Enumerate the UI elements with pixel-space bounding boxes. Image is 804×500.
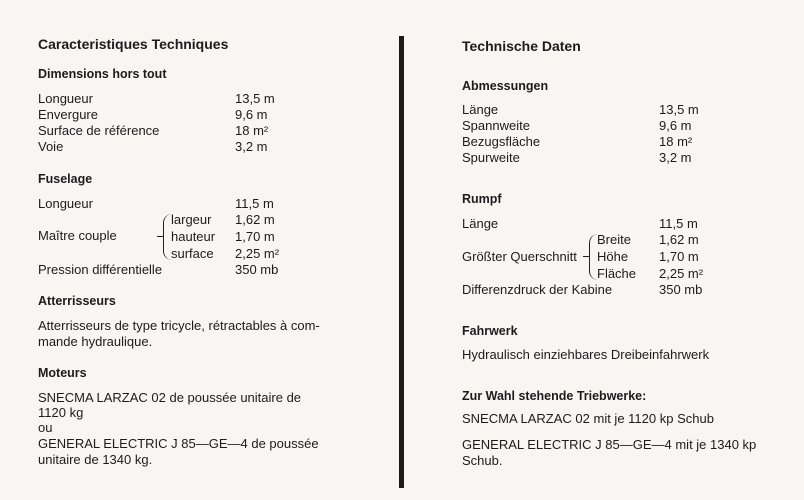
fr-dims-heading: Dimensions hors tout <box>38 67 167 81</box>
de-couple-value-surface: 2,25 m² <box>659 266 704 281</box>
fr-title: Caracteristiques Techniques <box>38 36 229 52</box>
fr-dims-value-area: 18 m² <box>235 123 269 138</box>
fr-couple-value-width: 1,62 m <box>235 212 275 227</box>
fr-gear-line1: Atterrisseurs de type tricycle, rétractables à com- <box>38 318 320 333</box>
de-dims-value-area: 18 m² <box>659 134 693 149</box>
fr-gear-heading: Atterrisseurs <box>38 294 116 308</box>
de-dims-label-span: Spannweite <box>462 118 530 133</box>
de-dims-label-track: Spurweite <box>462 150 520 165</box>
column-divider <box>399 36 404 488</box>
de-couple-label: Größter Querschnitt <box>462 249 577 264</box>
fr-dims-value-length: 13,5 m <box>235 91 275 106</box>
de-dims-value-track: 3,2 m <box>659 150 692 165</box>
de-engines-heading: Zur Wahl stehende Triebwerke: <box>462 389 647 403</box>
fr-dims-label-area: Surface de référence <box>38 123 160 138</box>
fr-fuselage-heading: Fuselage <box>38 172 93 186</box>
de-fuselage-heading: Rumpf <box>462 192 502 206</box>
fr-dims-label-track: Voie <box>38 139 64 154</box>
de-couple-label-width: Breite <box>597 232 631 247</box>
fr-couple-label-surface: surface <box>171 246 214 261</box>
de-dims-heading: Abmessungen <box>462 79 549 93</box>
de-dims-value-span: 9,6 m <box>659 118 692 133</box>
de-couple-label-surface: Fläche <box>597 266 637 281</box>
fr-engines-line1: SNECMA LARZAC 02 de poussée unitaire de <box>38 390 302 405</box>
fr-dims-value-track: 3,2 m <box>235 139 268 154</box>
fr-dims-label-span: Envergure <box>38 107 98 122</box>
de-couple-value-height: 1,70 m <box>659 249 699 264</box>
fr-pressure-label: Pression différentielle <box>38 262 163 277</box>
de-fuselage-length-label: Länge <box>462 216 499 231</box>
fr-gear-line2: mande hydraulique. <box>38 334 153 349</box>
de-dims-value-length: 13,5 m <box>659 102 699 117</box>
de-gear-heading: Fahrwerk <box>462 324 518 338</box>
de-pressure-value: 350 mb <box>659 282 703 297</box>
fr-pressure-value: 350 mb <box>235 262 279 277</box>
fr-dims-label-length: Longueur <box>38 91 93 106</box>
fr-engines-line2: 1120 kg <box>38 405 84 420</box>
de-engines-line1: SNECMA LARZAC 02 mit je 1120 kp Schub <box>462 411 714 426</box>
de-couple-label-height: Höhe <box>597 249 629 264</box>
fr-engines-heading: Moteurs <box>38 366 87 380</box>
de-dims-label-length: Länge <box>462 102 499 117</box>
fr-engines-line4: GENERAL ELECTRIC J 85—GE—4 de poussée <box>38 436 319 451</box>
de-title: Technische Daten <box>462 38 581 54</box>
de-pressure-label: Differenzdruck der Kabine <box>462 282 613 297</box>
de-couple-value-width: 1,62 m <box>659 232 699 247</box>
de-fuselage-length-value: 11,5 m <box>659 216 698 231</box>
fr-engines-line5: unitaire de 1340 kg. <box>38 452 153 467</box>
fr-couple-value-surface: 2,25 m² <box>235 246 280 261</box>
fr-couple-label-width: largeur <box>171 212 212 227</box>
fr-engines-line3: ou <box>38 420 53 435</box>
fr-dims-value-span: 9,6 m <box>235 107 268 122</box>
fr-couple-label-height: hauteur <box>171 229 216 244</box>
de-engines-line2: GENERAL ELECTRIC J 85—GE—4 mit je 1340 kp <box>462 437 757 452</box>
de-engines-line3: Schub. <box>462 453 503 468</box>
fr-fuselage-length-value: 11,5 m <box>235 196 274 211</box>
fr-fuselage-length-label: Longueur <box>38 196 93 211</box>
fr-couple-value-height: 1,70 m <box>235 229 275 244</box>
fr-couple-label: Maître couple <box>38 228 117 243</box>
de-gear-line1: Hydraulisch einziehbares Dreibeinfahrwerk <box>462 347 710 362</box>
de-dims-label-area: Bezugsfläche <box>462 134 541 149</box>
